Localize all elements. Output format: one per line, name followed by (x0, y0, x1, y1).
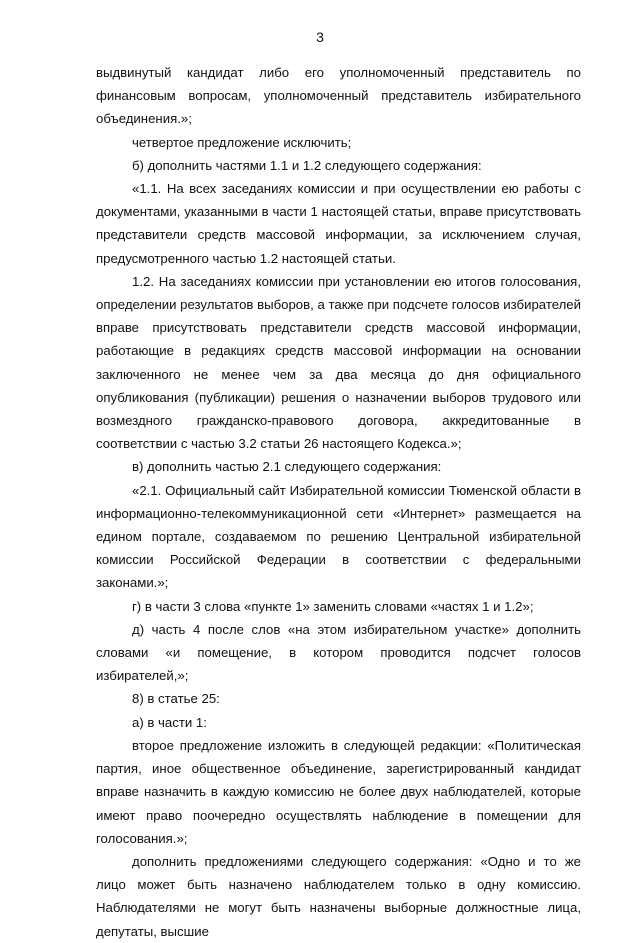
paragraph: д) часть 4 после слов «на этом избирательном участке» дополнить словами «и помещение, в котором проводится подсчет голосов избирателей,»; (96, 621, 581, 684)
paragraph: дополнить предложениями следующего содержания: «Одно и то же лицо может быть назначено наблюдателем только в одну комиссию. Наблюдателями не могут быть назначены выборные должностные лица, депутаты, высшие (96, 853, 581, 939)
paragraph: второе предложение изложить в следующей редакции: «Политическая партия, иное общественное объединение, зарегистрированный кандидат вправе назначить в каждую комиссию не более двух наблюдателей, которые имеют право поочередно осуществлять наблюдение в помещении для голосования.»; (96, 737, 581, 846)
paragraph: а) в части 1: (132, 714, 207, 730)
paragraph: «2.1. Официальный сайт Избирательной комиссии Тюменской области в информационно-телекоммуникационной сети «Интернет» размещается на едином портале, создаваемом по решению Центральной избирательной комиссии Российской Федерации в соответствии с федеральными законами.»; (96, 482, 581, 591)
paragraph: «1.1. На всех заседаниях комиссии и при осуществлении ею работы с документами, указанными в части 1 настоящей статьи, вправе присутствовать представители средств массовой информации, за исключением случая, предусмотренного частью 1.2 настоящей статьи. (96, 181, 581, 266)
paragraph: б) дополнить частями 1.1 и 1.2 следующего содержания: (132, 157, 482, 173)
paragraph: 1.2. На заседаниях комиссии при установлении ею итогов голосования, определении результатов выборов, а также при подсчете голосов избирателей вправе присутствовать представители средств массовой информации, работающие в редакциях средств массовой информации на основании заключенного не менее чем за два месяца до дня официального опубликования (публикации) решения о назначении выборов трудового или возмездного гражданско-правового договора, аккредитованные в соответствии с частью 3.2 статьи 26 настоящего Кодекса.»; (96, 273, 582, 452)
paragraph: г) в части 3 слова «пункте 1» заменить словами «частях 1 и 1.2»; (132, 598, 534, 614)
paragraph: в) дополнить частью 2.1 следующего содержания: (132, 459, 442, 475)
document-body (96, 61, 581, 943)
paragraph: четвертое предложение исключить; (132, 134, 352, 150)
paragraph: выдвинутый кандидат либо его уполномоченный представитель по финансовым вопросам, уполномоченный представитель избирательного объединения.»; (96, 65, 581, 127)
paragraph: 8) в статье 25: (132, 691, 220, 707)
page-number: 3 (316, 29, 324, 45)
